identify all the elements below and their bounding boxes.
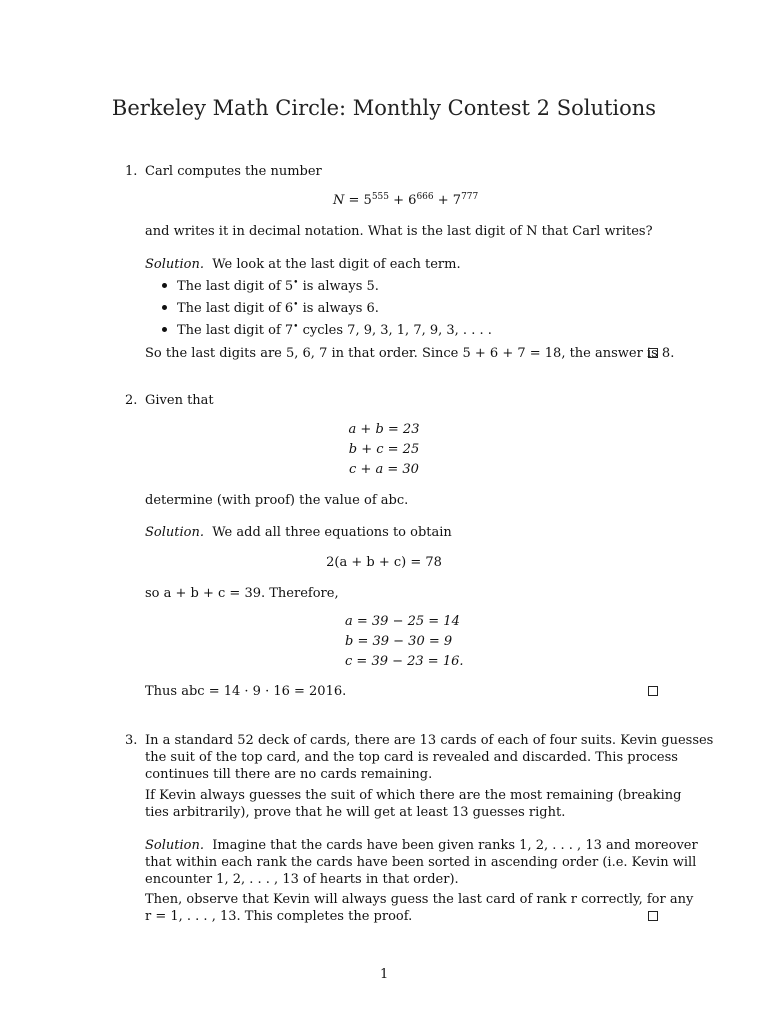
eq-exp: 666 [416, 192, 434, 202]
qed-square-icon [648, 686, 658, 696]
solution-text: We look at the last digit of each term. [212, 257, 461, 272]
solution-label: Solution. [145, 525, 204, 540]
problem-3-solution-line: encounter 1, 2, . . . , 13 of hearts in that order). [145, 872, 459, 887]
eq-exp: 777 [461, 192, 479, 202]
problem-1-number: 1. [125, 164, 138, 179]
sum-equation: 2(a + b + c) = 78 [326, 555, 442, 570]
problem-3-final-line: Then, observe that Kevin will always guess the last card of rank r correctly, for any [145, 892, 694, 907]
problem-3-text-line: the suit of the top card, and the top card is revealed and discarded. This process [145, 750, 678, 765]
problem-3-number: 3. [125, 733, 138, 748]
problem-2-therefore: so a + b + c = 39. Therefore, [145, 586, 339, 601]
eq-exp: 555 [371, 192, 389, 202]
system-equation: c + a = 30 [349, 462, 419, 477]
problem-2-question: determine (with proof) the value of abc. [145, 493, 409, 508]
problem-2-number: 2. [125, 393, 138, 408]
bullet-icon [162, 305, 167, 310]
problem-1-conclusion: So the last digits are 5, 6, 7 in that order. Since 5 + 6 + 7 = 18, the answer is 8. [145, 346, 675, 361]
problem-3-text-line: In a standard 52 deck of cards, there are 13 cards of each of four suits. Kevin guesses [145, 733, 714, 748]
bullet-icon [162, 327, 167, 332]
problem-3-final-line: r = 1, . . . , 13. This completes the proof. [145, 909, 413, 924]
bullet-icon [162, 283, 167, 288]
result-equation: a = 39 − 25 = 14 [345, 614, 460, 629]
eq-part: = 5 [344, 193, 372, 208]
bullet-item: The last digit of 6• is always 6. [162, 300, 379, 317]
eq-part: + 6 [389, 193, 417, 208]
problem-1-equation [333, 193, 478, 208]
problem-3-text-line: ties arbitrarily), prove that he will get at least 13 guesses right. [145, 805, 566, 820]
system-equation: a + b = 23 [348, 422, 420, 437]
result-equation: c = 39 − 23 = 16. [345, 654, 464, 669]
problem-3-text-line: If Kevin always guesses the suit of which there are the most remaining (breaking [145, 788, 682, 803]
qed-square-icon [648, 911, 658, 921]
problem-2-solution [145, 524, 452, 541]
qed-square-icon [648, 348, 658, 358]
document-title: Berkeley Math Circle: Monthly Contest 2 Solutions [111, 96, 657, 120]
problem-3-text-line: continues till there are no cards remaining. [145, 767, 433, 782]
problem-3-solution [145, 837, 698, 854]
problem-2-statement: Given that [145, 393, 214, 408]
eq-part: + 7 [433, 193, 462, 208]
solution-text: We add all three equations to obtain [212, 525, 452, 540]
page-number: 1 [380, 967, 389, 982]
problem-1-statement: Carl computes the number [145, 164, 322, 179]
problem-1-solution [145, 256, 461, 273]
result-equation: b = 39 − 30 = 9 [345, 634, 453, 649]
solution-label: Solution. [145, 257, 204, 272]
problem-1-question: and writes it in decimal notation. What is the last digit of N that Carl writes? [145, 224, 653, 239]
problem-3-solution-line: that within each rank the cards have been sorted in ascending order (i.e. Kevin will [145, 855, 697, 870]
bullet-item: The last digit of 7• cycles 7, 9, 3, 1, 7, 9, 3, . . . . [162, 322, 492, 339]
eq-n: N [333, 193, 345, 208]
system-equation: b + c = 25 [348, 442, 420, 457]
solution-text: Imagine that the cards have been given ranks 1, 2, . . . , 13 and moreover [212, 838, 698, 853]
bullet-item: The last digit of 5• is always 5. [162, 278, 379, 295]
solution-label: Solution. [145, 838, 204, 853]
problem-2-conclusion: Thus abc = 14 · 9 · 16 = 2016. [145, 684, 347, 699]
